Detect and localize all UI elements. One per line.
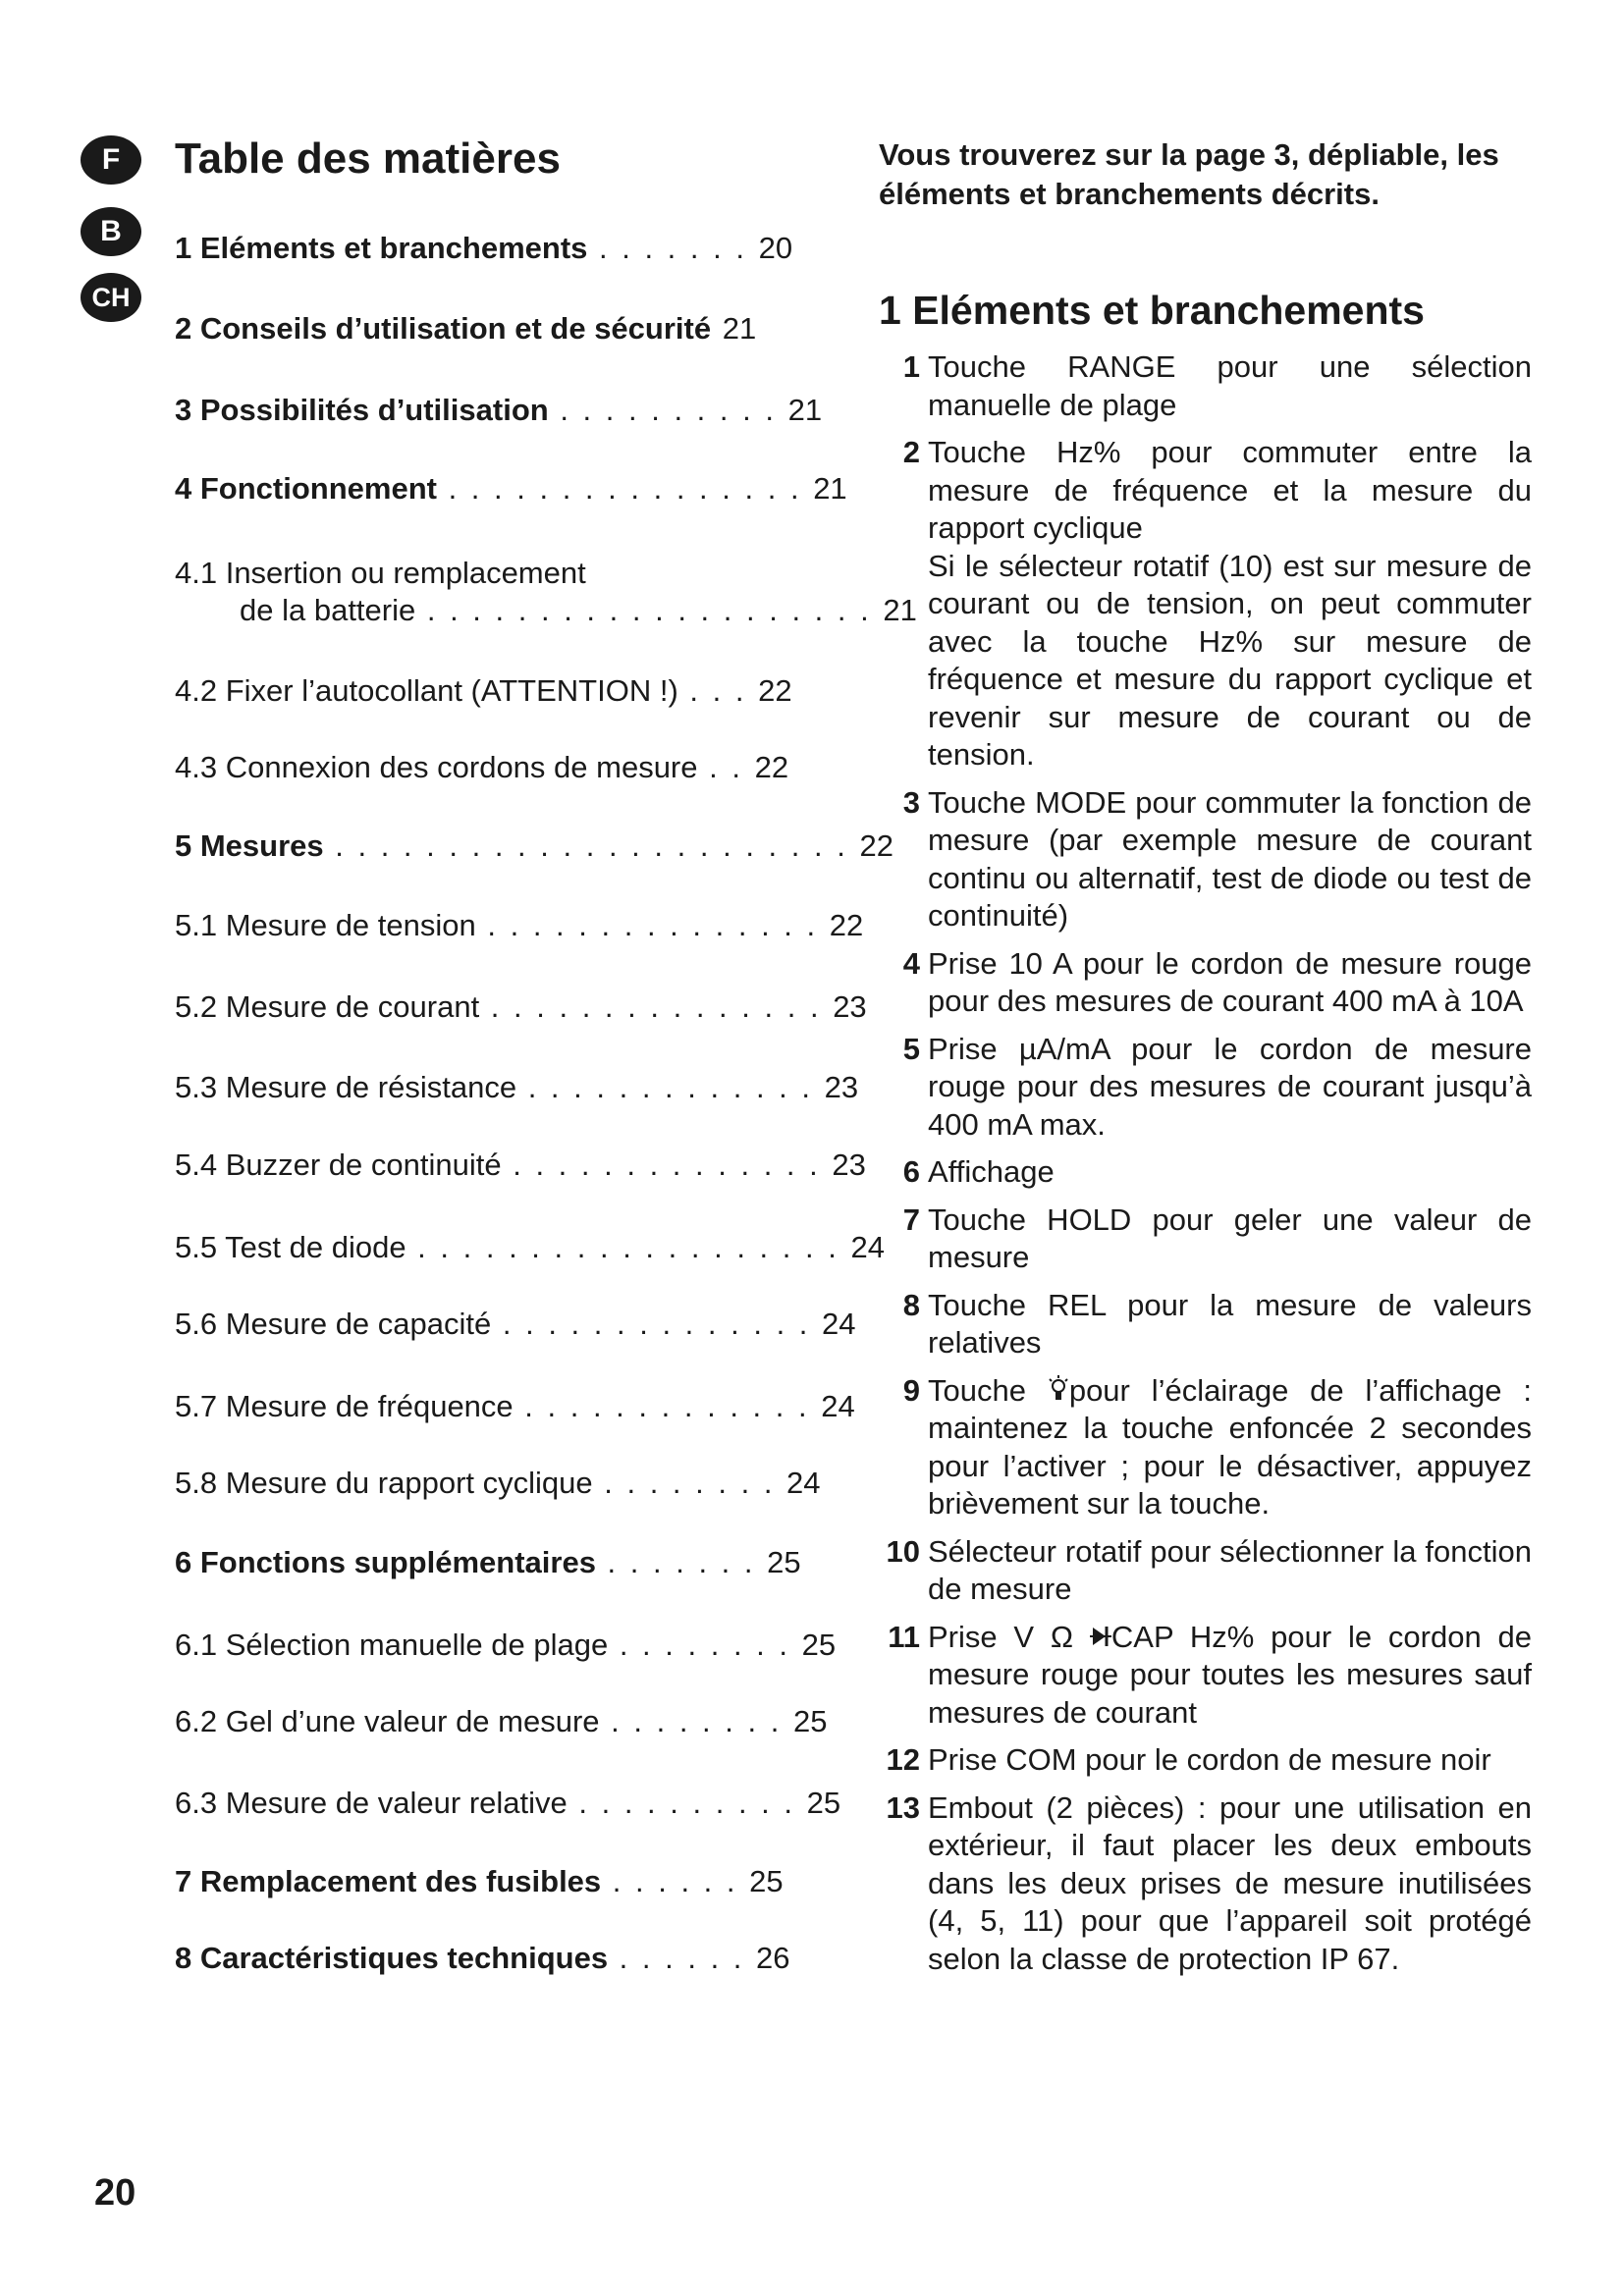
toc-page-number: 24 — [821, 1389, 855, 1423]
toc-entry-8[interactable] — [175, 1940, 823, 1977]
toc-page-number: 26 — [756, 1941, 790, 1975]
toc-page-number: 23 — [832, 1148, 866, 1182]
toc-entry-label: 3 Possibilités d’utilisation — [175, 393, 549, 427]
toc-entry-6[interactable] — [175, 1544, 823, 1581]
toc-leader-dots: . . . . . . . . — [599, 1704, 793, 1738]
toc-entry-label: 6.3 Mesure de valeur relative — [175, 1786, 568, 1820]
toc-entry-label: 6 Fonctions supplémentaires — [175, 1545, 596, 1579]
toc-entry-3[interactable] — [175, 392, 823, 429]
badge-switzerland-label: CH — [91, 283, 131, 312]
section-title: 1 Eléments et branchements — [879, 288, 1425, 333]
list-item — [879, 1153, 1532, 1192]
list-item — [879, 348, 1532, 424]
toc-entry-label-line2: de la batterie — [240, 593, 416, 627]
toc-page-number: 25 — [806, 1786, 841, 1820]
toc-entry-label: 4.3 Connexion des cordons de mesure — [175, 750, 698, 784]
toc-entry-4-2[interactable] — [175, 672, 823, 710]
toc-entry-label: 5 Mesures — [175, 828, 324, 863]
badge-belgium-label: B — [100, 215, 122, 247]
toc-leader-dots: . . . . . . . . . . . . . — [516, 1070, 825, 1104]
toc-page-number: 21 — [787, 393, 823, 427]
toc-leader-dots: . . . . . . . . . . . . . . . . . . . . — [415, 593, 884, 627]
item-number: 3 — [902, 784, 920, 820]
toc-page-number: 21 — [813, 471, 847, 506]
toc-entry-label: 4.2 Fixer l’autocollant (ATTENTION !) — [175, 673, 678, 708]
item-number: 13 — [886, 1789, 920, 1825]
toc-leader-dots: . . . — [677, 673, 759, 708]
toc-page-number: 24 — [786, 1466, 821, 1500]
item-number: 7 — [902, 1201, 920, 1237]
list-item — [879, 1619, 1532, 1733]
toc-page-number: 23 — [833, 989, 867, 1024]
item-text: Touche MODE pour commuter la fonction de mesure (par exemple mesure de courant continu ou alternatif, test de diode ou test de continuité) — [928, 784, 1532, 933]
item-number: 5 — [902, 1031, 920, 1066]
toc-page-number: 20 — [758, 231, 793, 265]
item-text: Prise COM pour le cordon de mesure noir — [928, 1742, 1491, 1777]
toc-entry-2[interactable] — [175, 310, 823, 347]
toc-entry-5[interactable] — [175, 828, 893, 865]
toc-leader-dots: . . . . . . . . — [592, 1466, 787, 1500]
item-number: 12 — [886, 1742, 920, 1777]
toc-entry-6-2[interactable] — [175, 1703, 828, 1740]
toc-entry-label: 4 Fonctionnement — [175, 471, 437, 506]
toc-entry-label: 1 Eléments et branchements — [175, 231, 588, 265]
toc-leader-dots: . . . . . . . . . . . . . . . . . . . — [406, 1230, 851, 1264]
item-text: Prise µA/mA pour le cordon de mesure rouge pour des mesures de courant jusqu’à 400 mA max. — [928, 1031, 1532, 1142]
list-item — [879, 1201, 1532, 1277]
toc-entry-label: 5.2 Mesure de courant — [175, 989, 480, 1024]
toc-leader-dots — [711, 311, 723, 346]
toc-entry-4-1[interactable] — [175, 555, 917, 629]
toc-page-number: 22 — [758, 673, 792, 708]
toc-entry-5-4[interactable] — [175, 1147, 866, 1184]
toc-leader-dots: . . . . . . . . . . . . . — [513, 1389, 822, 1423]
item-text: Sélecteur rotatif pour sélectionner la fonction de mesure — [928, 1533, 1532, 1606]
toc-page-number: 25 — [801, 1628, 837, 1662]
item-text-note: Si le sélecteur rotatif (10) est sur mesure de courant ou de tension, on peut commuter avec la touche Hz% sur mesure de fréquence et mesure du rapport cyclique et revenir sur mesure de courant ou de tension. — [928, 548, 1532, 772]
toc-entry-5-7[interactable] — [175, 1388, 855, 1425]
list-item — [879, 1287, 1532, 1362]
toc-entry-4[interactable] — [175, 470, 847, 507]
toc-leader-dots: . . . . . . . . . . . . . . . — [479, 989, 834, 1024]
toc-page-number: 22 — [859, 828, 893, 863]
toc-entry-6-1[interactable] — [175, 1627, 837, 1664]
toc-page-number: 24 — [822, 1307, 856, 1341]
item-number: 4 — [902, 945, 920, 981]
toc-entry-label: 7 Remplacement des fusibles — [175, 1864, 602, 1898]
toc-leader-dots: . . . . . . . . — [608, 1628, 802, 1662]
toc-entry-label: 6.1 Sélection manuelle de plage — [175, 1628, 609, 1662]
toc-entry-label: 5.3 Mesure de résistance — [175, 1070, 517, 1104]
list-item — [879, 434, 1532, 774]
element-list — [879, 348, 1532, 1988]
item-number: 10 — [886, 1533, 920, 1569]
item-number: 6 — [902, 1154, 920, 1189]
list-item — [879, 945, 1532, 1021]
toc-page-number: 25 — [749, 1864, 784, 1898]
intro-note: Vous trouverez sur la page 3, dépliable, les éléments et branchements décrits. — [879, 137, 1499, 211]
toc-leader-dots: . . . . . . . . . . — [567, 1786, 807, 1820]
badge-belgium — [81, 207, 141, 256]
badge-france-label: F — [101, 143, 121, 176]
toc-page-number: 21 — [722, 311, 757, 346]
list-item — [879, 1741, 1532, 1780]
diode-icon — [1090, 1622, 1111, 1651]
item-number: 9 — [902, 1372, 920, 1408]
list-item — [879, 1533, 1532, 1609]
toc-title: Table des matières — [175, 134, 561, 183]
item-text: Touche — [928, 1372, 1048, 1408]
toc-entry-label: 5.6 Mesure de capacité — [175, 1307, 492, 1341]
item-text: Touche RANGE pour une sélection manuelle de plage — [928, 349, 1532, 422]
toc-leader-dots: . . . . . . . — [595, 1545, 768, 1579]
toc-entry-label: 5.5 Test de diode — [175, 1230, 406, 1264]
item-number: 8 — [902, 1287, 920, 1322]
toc-entry-5-8[interactable] — [175, 1465, 823, 1502]
item-text: Touche Hz% pour commuter entre la mesure de fréquence et la mesure du rapport cyclique — [928, 435, 1532, 545]
toc-entry-6-3[interactable] — [175, 1785, 841, 1822]
toc-entry-label: 5.4 Buzzer de continuité — [175, 1148, 502, 1182]
item-text: Touche HOLD pour geler une valeur de mesure — [928, 1201, 1532, 1274]
page-number: 20 — [94, 2172, 136, 2214]
toc-leader-dots: . . . . . . . . . . . . . . — [491, 1307, 823, 1341]
toc-entry-5-3[interactable] — [175, 1069, 859, 1106]
toc-entry-4-3[interactable] — [175, 749, 823, 786]
toc-entry-5-6[interactable] — [175, 1306, 856, 1343]
list-item — [879, 784, 1532, 935]
list-item — [879, 1789, 1532, 1979]
toc-leader-dots: . . . . . . . . . . . . . . . — [475, 908, 830, 942]
toc-leader-dots: . . . . . . . . . . . . . . . . — [436, 471, 814, 506]
item-text-continued: CAP Hz% pour le cordon de mesure rouge pour toutes les mesures sauf mesures de courant — [928, 1619, 1532, 1730]
toc-entry-5-1[interactable] — [175, 907, 864, 944]
toc-leader-dots: . . . . . . — [601, 1864, 750, 1898]
toc-entry-5-5[interactable] — [175, 1229, 885, 1266]
toc-leader-dots: . . . . . . . — [587, 231, 759, 265]
toc-page-number: 22 — [829, 908, 864, 942]
item-text: Touche REL pour la mesure de valeurs relatives — [928, 1287, 1532, 1360]
toc-entry-label: 4.1 Insertion ou remplacement — [175, 556, 586, 590]
toc-leader-dots: . . . . . . — [608, 1941, 757, 1975]
item-text-continued: pour l’éclairage de l’affichage : maintenez la touche enfoncée 2 secondes pour l’activer ; pour le désactiver, appuyez brièvement sur la touche. — [928, 1372, 1533, 1521]
toc-page-number: 25 — [792, 1704, 828, 1738]
item-number: 1 — [902, 349, 920, 384]
toc-page-number: 22 — [754, 750, 789, 784]
toc-entry-label: 5.8 Mesure du rapport cyclique — [175, 1466, 593, 1500]
toc-entry-label: 8 Caractéristiques techniques — [175, 1941, 609, 1975]
toc-leader-dots: . . . . . . . . . . . . . . — [501, 1148, 833, 1182]
item-text: Prise 10 A pour le cordon de mesure rouge pour des mesures de courant 400 mA à 10A — [928, 945, 1532, 1018]
item-number: 11 — [888, 1619, 920, 1654]
badge-france — [81, 135, 141, 185]
item-text: Prise V Ω — [928, 1619, 1090, 1654]
toc-page-number: 24 — [850, 1230, 885, 1264]
toc-leader-dots: . . . . . . . . . . . . . . . . . . . . . . . — [323, 828, 860, 863]
toc-entry-7[interactable] — [175, 1863, 823, 1900]
list-item — [879, 1031, 1532, 1145]
toc-entry-1[interactable] — [175, 230, 823, 267]
toc-entry-label: 2 Conseils d’utilisation et de sécurité — [175, 311, 712, 346]
list-item — [879, 1372, 1532, 1523]
item-text: Affichage — [928, 1154, 1055, 1189]
badge-switzerland — [81, 273, 141, 322]
toc-entry-5-2[interactable] — [175, 988, 867, 1026]
backlight-icon — [1048, 1375, 1069, 1405]
toc-entry-label: 6.2 Gel d’une valeur de mesure — [175, 1704, 600, 1738]
item-number: 2 — [902, 435, 920, 469]
item-text: Embout (2 pièces) : pour une utilisation en extérieur, il faut placer les deux embouts dans les deux prises de mesure inutilisées (4, 5, 11) pour que l’appareil soit protégé selon la classe de protection IP 67. — [928, 1789, 1532, 1976]
toc-page-number: 21 — [883, 593, 917, 627]
toc-leader-dots: . . . . . . . . . . — [548, 393, 788, 427]
toc-page-number: 23 — [824, 1070, 859, 1104]
toc-entry-label: 5.7 Mesure de fréquence — [175, 1389, 514, 1423]
toc-page-number: 25 — [767, 1545, 801, 1579]
toc-entry-label: 5.1 Mesure de tension — [175, 908, 476, 942]
toc-leader-dots: . . — [697, 750, 755, 784]
